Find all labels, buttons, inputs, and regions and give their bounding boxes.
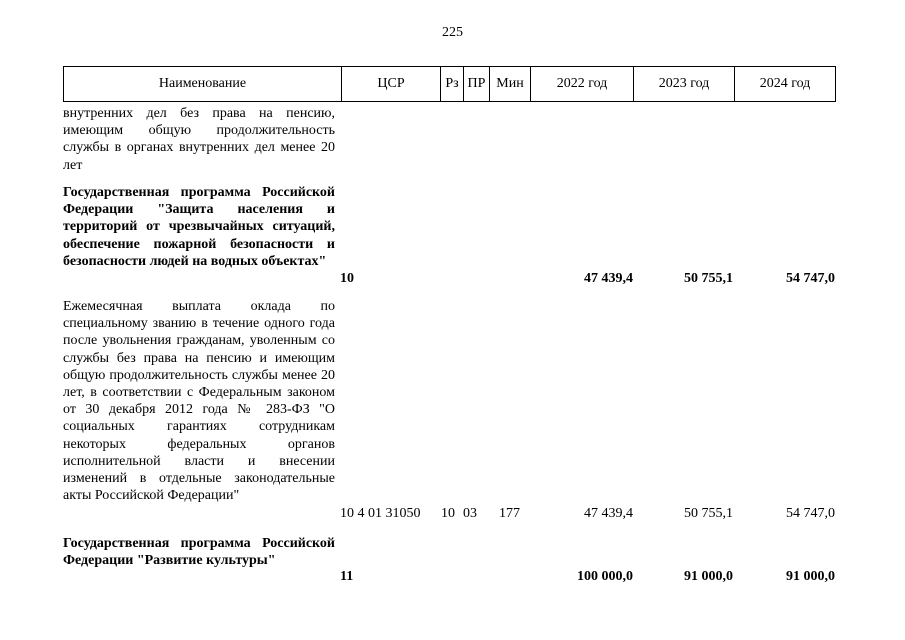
row-2024: 91 000,0 (786, 569, 835, 584)
header-2022: 2022 год (531, 67, 634, 101)
table-header (63, 66, 836, 102)
header-2023: 2023 год (634, 67, 735, 101)
row-rz: 10 (441, 506, 455, 521)
header-rz: Рз (441, 67, 464, 101)
row-2023: 91 000,0 (684, 569, 733, 584)
header-min: Мин (490, 67, 531, 101)
row-pr: 03 (463, 506, 477, 521)
row-name: Государственная программа Российской Федерации "Развитие культуры" (63, 536, 335, 569)
row-csr: 11 (340, 569, 354, 584)
row-2024: 54 747,0 (786, 271, 835, 286)
row-2022: 100 000,0 (577, 569, 633, 584)
row-name: Государственная программа Российской Федерации "Защита населения и территорий от чрезвычайных ситуаций, обеспечение пожарной безопасности и безопасности людей на водных объектах" (63, 185, 335, 269)
row-2023: 50 755,1 (684, 271, 733, 286)
row-2022: 47 439,4 (584, 271, 633, 286)
header-csr: ЦСР (342, 67, 441, 101)
row-name: Ежемесячная выплата оклада по специальному званию в течение одного года после увольнения гражданам, уволенным со службы без права на пенсию и имеющим общую продолжительность службы менее 20 лет, в соответствии с Федеральным законом от 30 декабря 2012 года № 283-ФЗ "О социальных гарантиях сотрудникам некоторых федеральных органов исполнительной власти и внесении изменений в отдельные законодательные акты Российской Федерации" (63, 299, 335, 504)
row-2023: 50 755,1 (684, 506, 733, 521)
header-pr: ПР (464, 67, 490, 101)
row-2022: 47 439,4 (584, 506, 633, 521)
row-csr: 10 (340, 271, 354, 286)
row-name: внутренних дел без права на пенсию, имеющим общую продолжительность службы в органах внутренних дел менее 20 лет (63, 106, 335, 173)
header-2024: 2024 год (759, 76, 811, 91)
page-number: 225 (442, 25, 463, 40)
header-name: Наименование (64, 67, 342, 101)
row-2024: 54 747,0 (786, 506, 835, 521)
row-csr: 10 4 01 31050 (340, 506, 421, 521)
row-min: 177 (499, 506, 520, 521)
